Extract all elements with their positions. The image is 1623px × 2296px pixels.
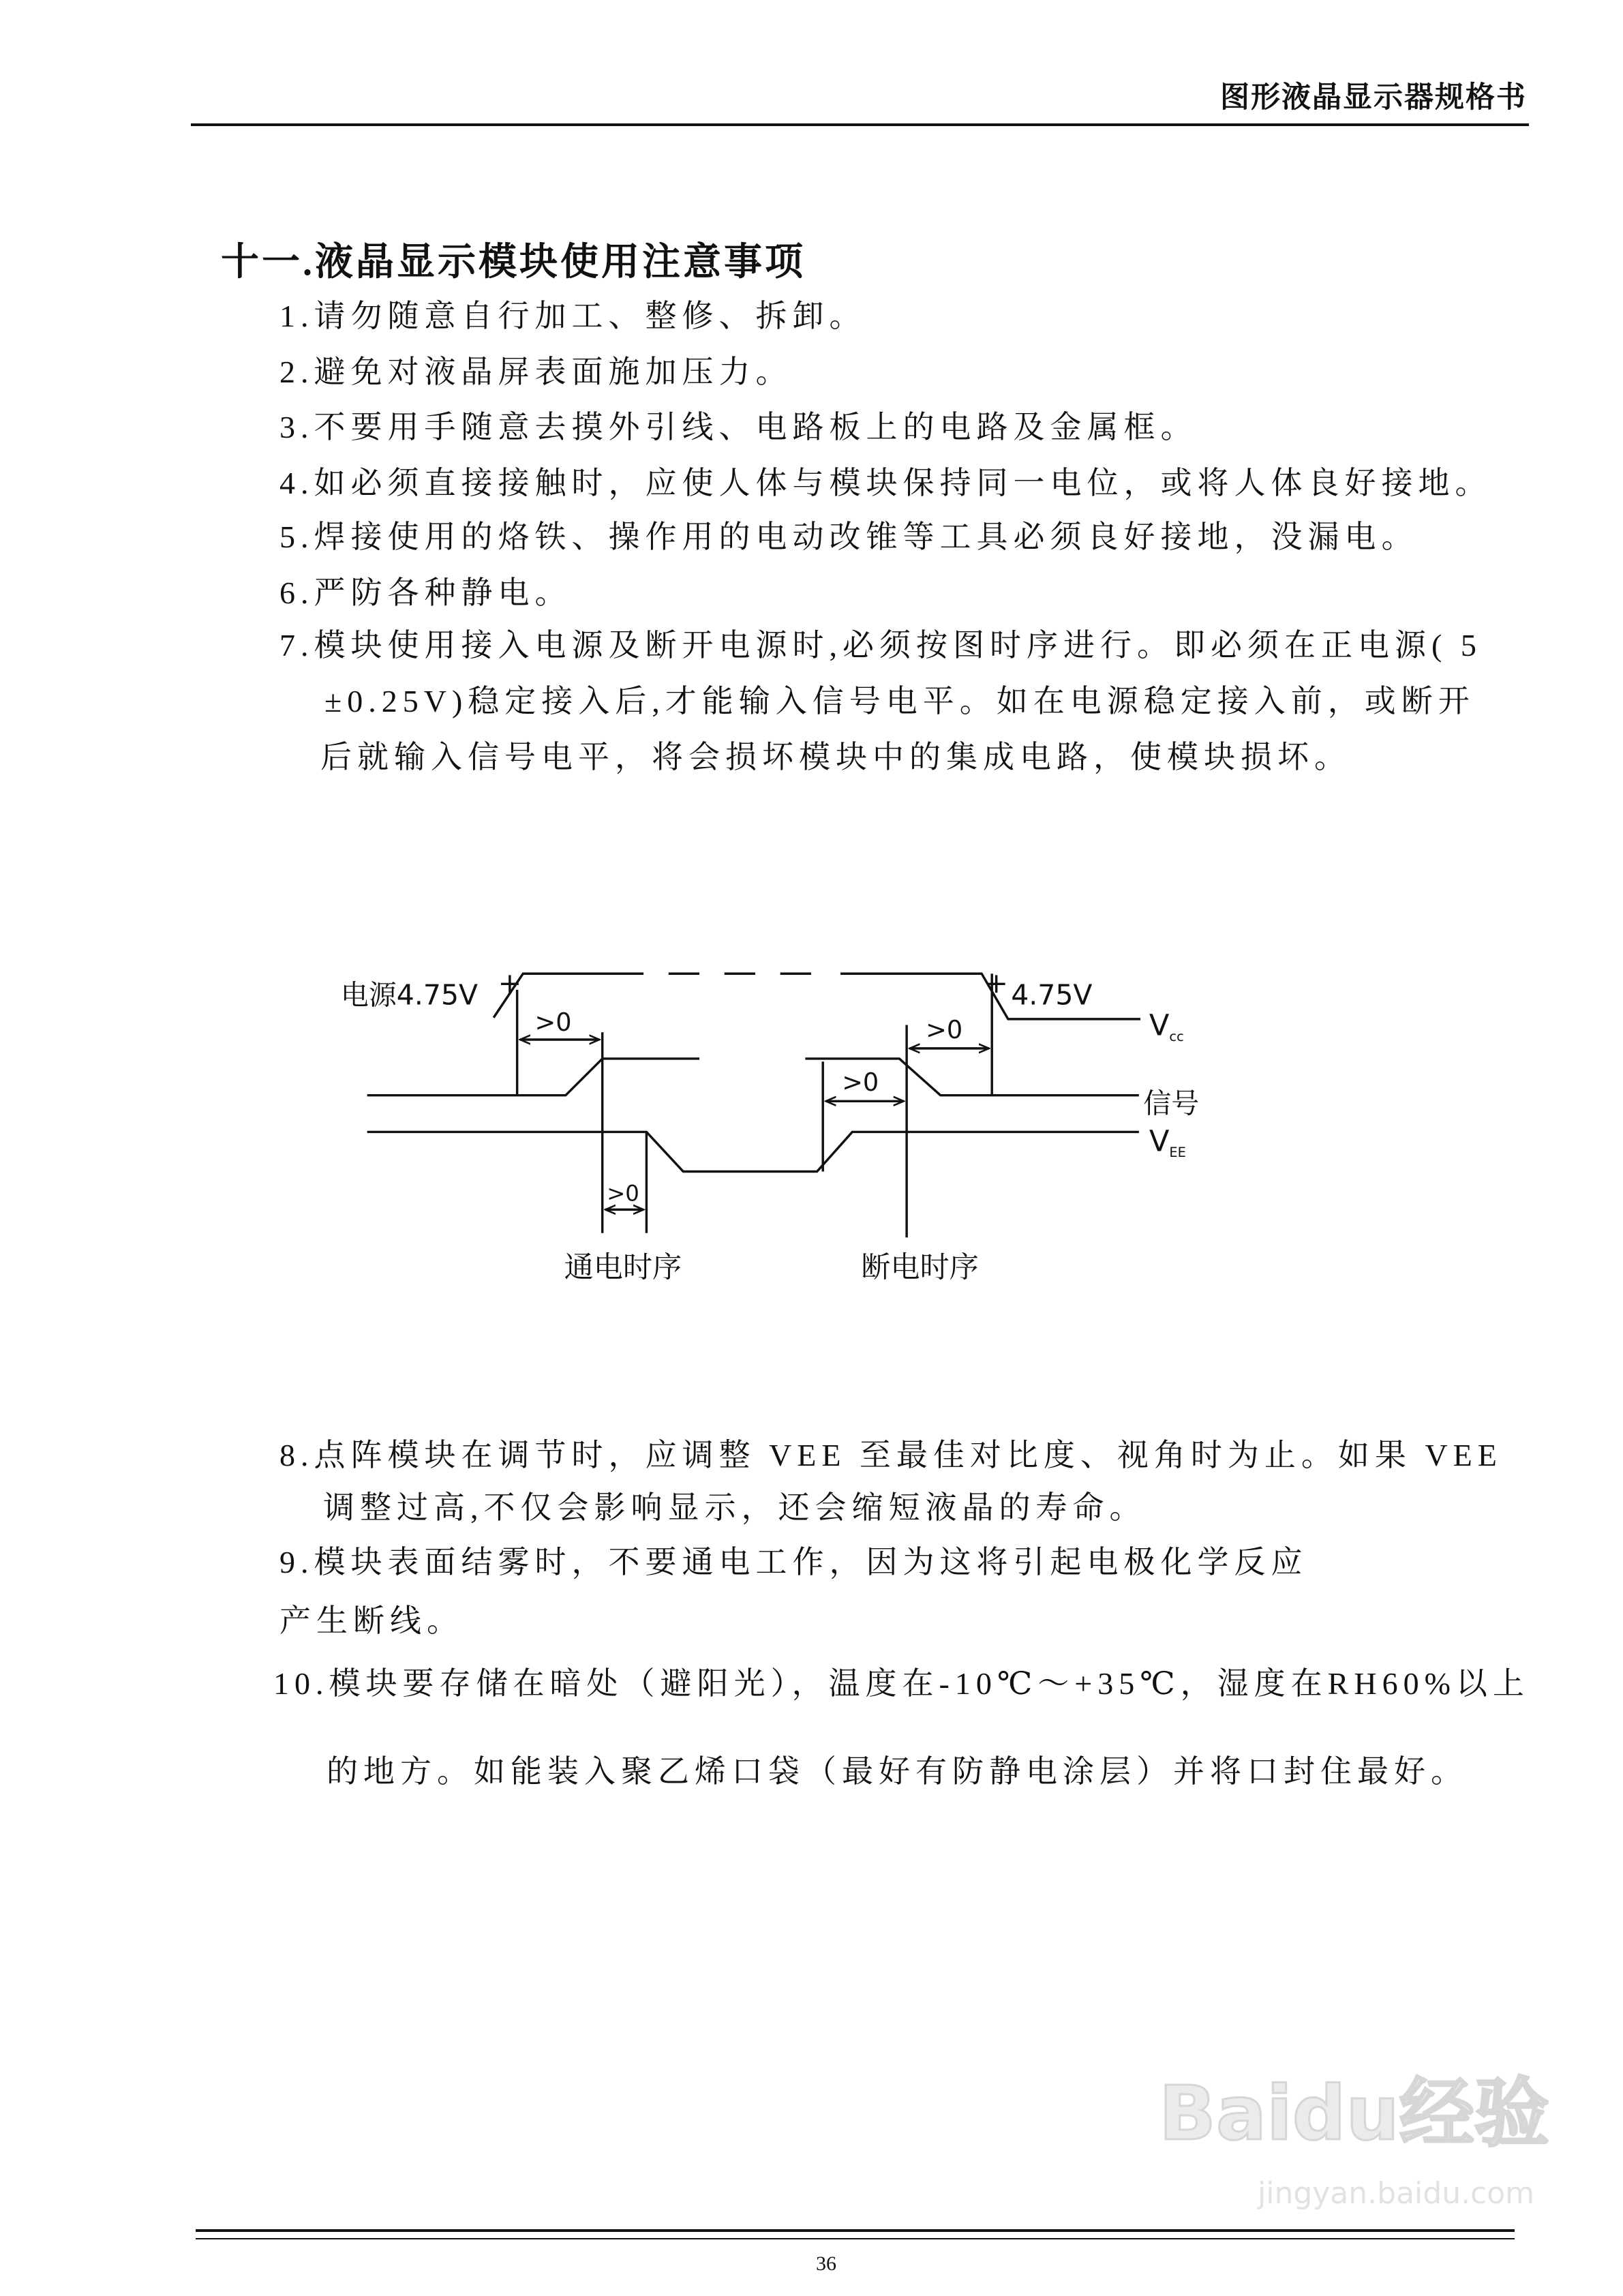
note-line: 9.模块表面结雾时，不要通电工作，因为这将引起电极化学反应 <box>279 1545 1308 1580</box>
vee-label <box>1149 1124 1186 1160</box>
power-label: 电源4.75V <box>340 978 479 1012</box>
power-on-sequence-label: 通电时序 <box>564 1250 682 1285</box>
vee-label-main: V <box>1149 1124 1170 1159</box>
note-line: 7.模块使用接入电源及断开电源时,必须按图时序进行。即必须在正电源( 5 <box>279 628 1482 663</box>
note-line: 3.不要用手随意去摸外引线、电路板上的电路及金属框。 <box>279 410 1198 444</box>
note-line: 4.如必须直接接触时，应使人体与模块保持同一电位，或将人体良好接地。 <box>279 466 1492 500</box>
footer-rule <box>196 2229 1515 2232</box>
watermark-url: jingyan.baidu.com <box>1258 2176 1535 2211</box>
note-line: 的地方。如能装入聚乙烯口袋（最好有防静电涂层）并将口封住最好。 <box>327 1754 1468 1789</box>
vcc-label-main: V <box>1149 1008 1170 1043</box>
signal-trace-on <box>367 1059 699 1096</box>
delay-label: >0 <box>926 1014 963 1044</box>
vee-label-sub: EE <box>1169 1145 1186 1160</box>
threshold-label: 4.75V <box>1011 978 1093 1012</box>
note-line: 1.请勿随意自行加工、整修、拆卸。 <box>279 299 866 333</box>
power-off-sequence-label: 断电时序 <box>861 1250 979 1285</box>
note-line: 调整过高,不仅会影响显示，还会缩短液晶的寿命。 <box>323 1490 1147 1525</box>
note-line: 10.模块要存储在暗处（避阳光），温度在-10℃～+35℃，湿度在RH60%以上 <box>273 1666 1530 1701</box>
delay-label: >0 <box>842 1068 879 1098</box>
note-line: ±0.25V)稳定接入后,才能输入信号电平。如在电源稳定接入前，或断开 <box>324 684 1475 719</box>
note-line: 5.焊接使用的烙铁、操作用的电动改锥等工具必须良好接地，没漏电。 <box>279 519 1419 554</box>
section-title: 十一.液晶显示模块使用注意事项 <box>221 241 806 284</box>
header-rule <box>191 123 1529 126</box>
footer-rule <box>196 2238 1515 2239</box>
page-number: 36 <box>816 2252 836 2275</box>
note-line: 6.严防各种静电。 <box>279 575 572 610</box>
power-sequence-diagram <box>323 952 1234 1303</box>
signal-label: 信号 <box>1143 1087 1200 1120</box>
note-line: 产生断线。 <box>279 1603 464 1638</box>
note-line: 后就输入信号电平，将会损坏模块中的集成电路，使模块损坏。 <box>320 740 1351 774</box>
delay-label: >0 <box>534 1008 572 1038</box>
note-line: 2.避免对液晶屏表面施加压力。 <box>279 354 793 389</box>
document-title: 图形液晶显示器规格书 <box>1220 80 1527 115</box>
vcc-label <box>1149 1009 1184 1045</box>
vcc-label-sub: cc <box>1169 1029 1184 1045</box>
delay-label: >0 <box>607 1180 639 1207</box>
note-line: 8.点阵模块在调节时，应调整 VEE 至最佳对比度、视角时为止。如果 VEE <box>279 1438 1502 1472</box>
vee-trace <box>367 1132 1139 1171</box>
vcc-trace-fall <box>840 973 1140 1019</box>
watermark-logo: Baidu经验 <box>1159 2070 1549 2157</box>
